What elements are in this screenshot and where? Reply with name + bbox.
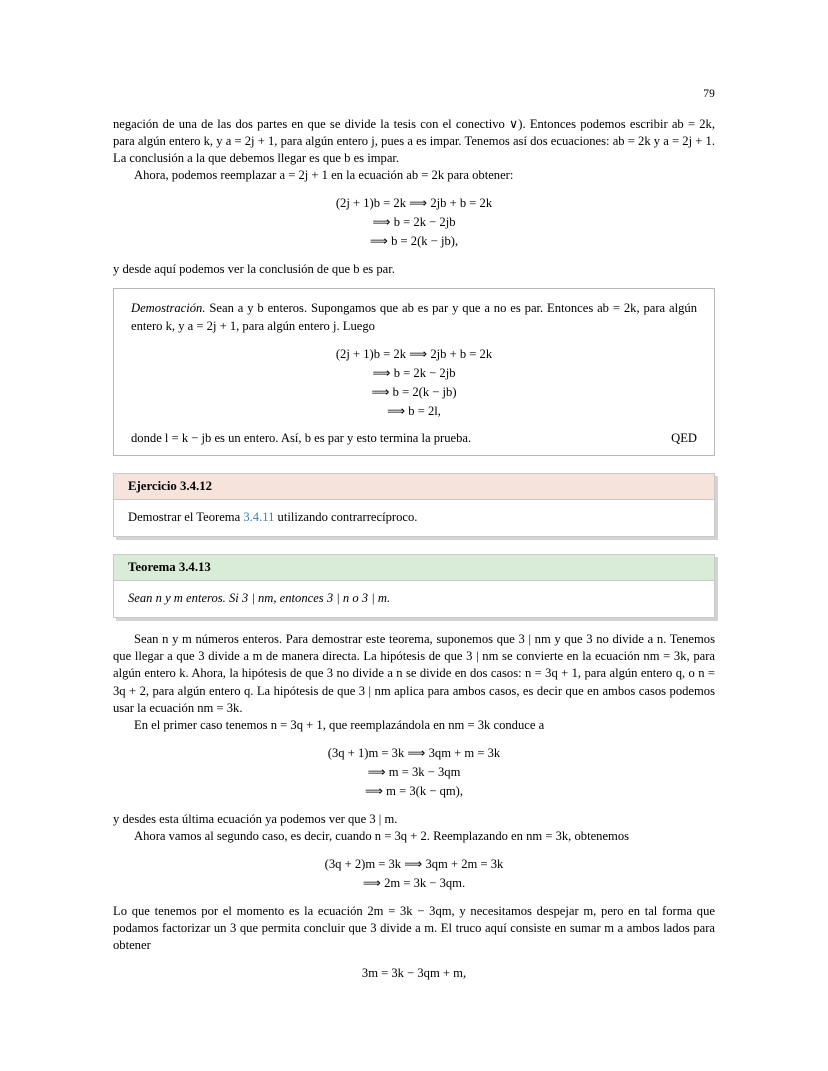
proof-closing-line [131,431,697,446]
math-row: ⟹ m = 3(k − qm), [364,783,464,798]
math-row: ⟹ b = 2l, [387,404,441,419]
math-row: 3m = 3k − 3qm + m, [361,966,467,981]
exercise-box-body [114,500,714,536]
math-row: ⟹ b = 2k − 2jb [372,215,456,230]
page-number: 79 [703,88,715,100]
theorem-reference-link[interactable]: 3.4.11 [243,510,275,525]
proof-text [131,300,697,335]
theorem-box [113,554,715,618]
math-block-3 [113,744,715,801]
paragraph-5: En el primer caso tenemos n = 3q + 1, que reemplazándola en nm = 3k conduce a [134,717,545,732]
exercise-box [113,473,715,537]
proof-label: Demostración. [131,301,206,316]
math-row: ⟹ b = 2(k − jb) [371,385,457,400]
math-row: ⟹ 2m = 3k − 3qm. [362,876,466,891]
math-block-4 [113,855,715,893]
qed-marker: QED [671,431,697,446]
proof-box [113,288,715,456]
paragraph-1: negación de una de las dos partes en que se divide la tesis con el conectivo ∨). Entonces podemos escribir ab = 2k, para algún entero k, y a = 2j + 1, para algún entero j, pues a es impar. Tenemos así dos ecuaciones: ab = 2k y a = 2j + 1. La conclusión a la que debemos llegar es que b es impar. [113,117,715,166]
proof-closing-text: donde l = k − jb es un entero. Así, b es par y esto termina la prueba. [131,431,472,446]
paragraph-8: Lo que tenemos por el momento es la ecuación 2m = 3k − 3qm, y necesitamos despejar m, pero en tal forma que podamos factorizar un 3 que permita concluir que 3 divide a m. El truco aquí consiste en sumar m a ambos lados para obtener [113,904,715,953]
paragraph-3: y desde aquí podemos ver la conclusión de que b es par. [113,262,395,277]
math-row: ⟹ b = 2(k − jb), [369,234,459,249]
theorem-box-title: Teorema 3.4.13 [114,555,714,581]
paragraph-2: Ahora, podemos reemplazar a = 2j + 1 en la ecuación ab = 2k para obtener: [134,168,514,183]
math-block-5 [113,964,715,983]
exercise-box-title: Ejercicio 3.4.12 [114,474,714,500]
math-row: (2j + 1)b = 2k ⟹ 2jb + b = 2k [335,347,493,362]
paragraph-7: Ahora vamos al segundo caso, es decir, cuando n = 3q + 2. Reemplazando en nm = 3k, obtenemos [134,828,630,843]
math-block-proof [131,345,697,421]
math-row: (2j + 1)b = 2k ⟹ 2jb + b = 2k [335,196,493,211]
theorem-box-body: Sean n y m enteros. Si 3 | nm, entonces 3 | n o 3 | m. [128,591,391,606]
exercise-text-before: Demostrar el Teorema [128,510,241,525]
math-row: (3q + 2)m = 3k ⟹ 3qm + 2m = 3k [324,857,504,872]
exercise-text-after: utilizando contrarrecíproco. [277,510,418,525]
paragraph-6: y desdes esta última ecuación ya podemos ver que 3 | m. [113,811,398,826]
paragraph-4: Sean n y m números enteros. Para demostrar este teorema, suponemos que 3 | nm y que 3 no divide a n. Tenemos que llegar a que 3 divide a m de manera directa. La hipótesis de que 3 | nm se convierte en la ecuación nm = 3k, para algún entero k. Ahora, la hipótesis de que 3 no divide a n se divide en dos casos: n = 3q + 1, para algún entero q, o n = 3q + 2, para algún entero q. La hipótesis de que 3 | nm aplica para ambos casos, es decir que en ambos casos podemos usar la ecuación nm = 3k. [113,632,715,715]
math-block-1 [113,194,715,251]
math-row: (3q + 1)m = 3k ⟹ 3qm + m = 3k [327,745,501,760]
proof-statement: Sean a y b enteros. Supongamos que ab es par y que a no es par. Entonces ab = 2k, para algún entero k, y a = 2j + 1, para algún entero j. Luego [131,301,697,333]
math-row: ⟹ m = 3k − 3qm [367,764,461,779]
math-row: ⟹ b = 2k − 2jb [372,366,456,381]
